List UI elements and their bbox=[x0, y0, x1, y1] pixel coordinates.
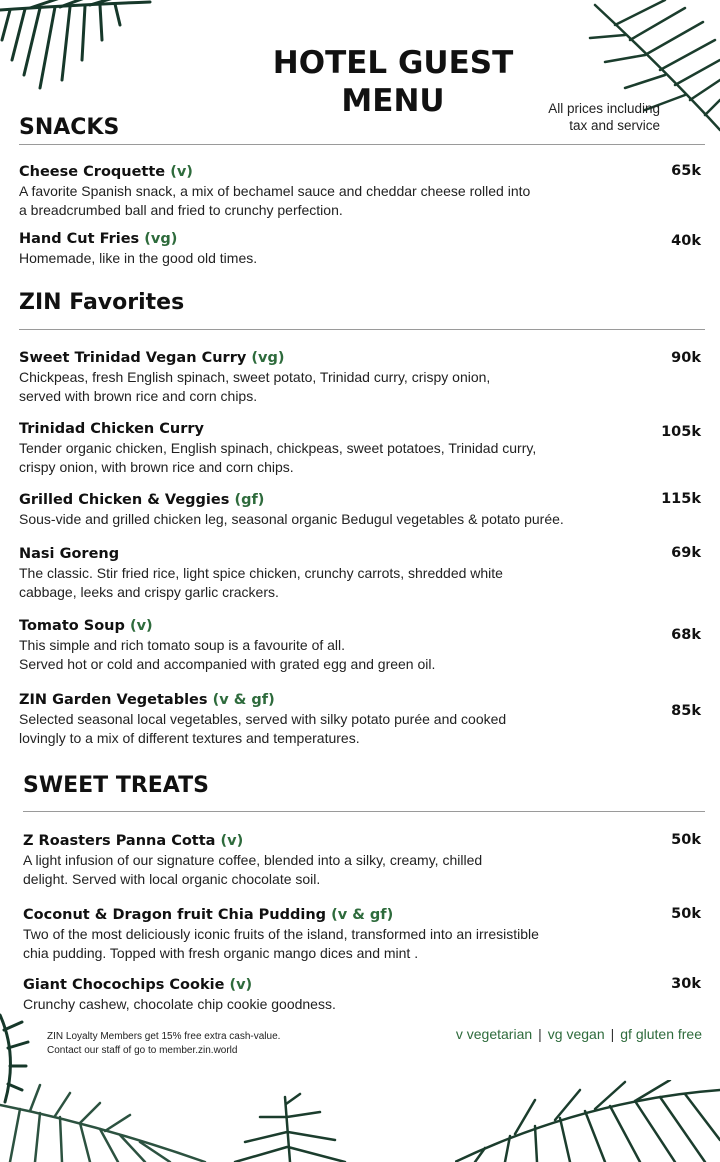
item-diet-tag: (v & gf) bbox=[331, 907, 394, 923]
menu-title-line2: MENU bbox=[341, 83, 445, 119]
menu-item bbox=[19, 230, 701, 268]
item-diet-tag: (v) bbox=[220, 833, 244, 849]
menu-item bbox=[19, 163, 701, 220]
item-desc-line: The classic. Stir fried rice, light spice chicken, crunchy carrots, shredded white bbox=[19, 565, 503, 581]
section-heading-favorites: ZIN Favorites bbox=[19, 290, 185, 315]
menu-item bbox=[23, 976, 701, 1014]
item-name: Coconut & Dragon fruit Chia Pudding bbox=[23, 907, 327, 923]
item-price: 115k bbox=[661, 491, 701, 507]
menu-item bbox=[19, 691, 701, 748]
item-diet-tag: (v) bbox=[129, 618, 153, 634]
price-note-line1: All prices including bbox=[548, 101, 660, 116]
menu-item bbox=[19, 491, 701, 529]
item-desc-line: Tender organic chicken, English spinach, chickpeas, sweet potatoes, Trinidad curry, bbox=[19, 440, 537, 456]
item-desc-line: delight. Served with local organic chocolate soil. bbox=[23, 871, 321, 887]
price-note-line2: tax and service bbox=[569, 118, 660, 133]
item-desc-line: Sous-vide and grilled chicken leg, seasonal organic Bedugul vegetables & potato purée. bbox=[19, 511, 564, 527]
item-name: Tomato Soup bbox=[19, 618, 125, 634]
item-price: 50k bbox=[671, 832, 701, 848]
item-name: Giant Chocochips Cookie bbox=[23, 977, 225, 993]
item-desc-line: A light infusion of our signature coffee, blended into a silky, creamy, chilled bbox=[23, 852, 483, 868]
item-name: Hand Cut Fries bbox=[19, 231, 140, 247]
legend-separator: | bbox=[610, 1026, 615, 1042]
item-diet-tag: (v) bbox=[229, 977, 253, 993]
menu-item bbox=[19, 349, 701, 406]
item-desc-line: Homemade, like in the good old times. bbox=[19, 250, 258, 266]
section-divider bbox=[19, 329, 705, 330]
palm-leaf-bottom-left-icon bbox=[0, 1065, 210, 1162]
item-name: Trinidad Chicken Curry bbox=[19, 421, 205, 437]
palm-leaf-left-edge-icon bbox=[0, 1010, 30, 1105]
legend-vegan: vg vegan bbox=[547, 1026, 605, 1042]
legend-vegetarian: v vegetarian bbox=[455, 1026, 533, 1042]
item-desc-line: chia pudding. Topped with fresh organic mango dices and mint . bbox=[23, 945, 419, 961]
item-name: Z Roasters Panna Cotta bbox=[23, 833, 216, 849]
item-price: 65k bbox=[671, 163, 701, 179]
menu-item bbox=[23, 906, 701, 963]
item-desc-line: a breadcrumbed ball and fried to crunchy perfection. bbox=[19, 202, 343, 218]
item-desc-line: This simple and rich tomato soup is a favourite of all. bbox=[19, 637, 346, 653]
loyalty-note bbox=[47, 1030, 280, 1058]
palm-leaf-bottom-right-icon bbox=[455, 1080, 720, 1162]
item-price: 69k bbox=[671, 545, 701, 561]
item-name: Nasi Goreng bbox=[19, 546, 120, 562]
item-name: Cheese Croquette bbox=[19, 164, 166, 180]
menu-item bbox=[19, 420, 701, 477]
diet-legend bbox=[456, 1026, 702, 1042]
section-divider bbox=[23, 811, 705, 812]
item-desc-line: Chickpeas, fresh English spinach, sweet potato, Trinidad curry, crispy onion, bbox=[19, 369, 491, 385]
item-desc-line: Two of the most deliciously iconic fruits of the island, transformed into an irresistible bbox=[23, 926, 539, 942]
item-desc-line: crispy onion, with brown rice and corn chips. bbox=[19, 459, 294, 475]
item-price: 50k bbox=[671, 906, 701, 922]
item-desc-line: Crunchy cashew, chocolate chip cookie goodness. bbox=[23, 996, 336, 1012]
item-desc-line: A favorite Spanish snack, a mix of bechamel sauce and cheddar cheese rolled into bbox=[19, 183, 531, 199]
item-price: 90k bbox=[671, 350, 701, 366]
item-price: 105k bbox=[661, 424, 701, 440]
section-divider bbox=[19, 144, 705, 145]
item-diet-tag: (vg) bbox=[144, 231, 178, 247]
item-diet-tag: (v & gf) bbox=[212, 692, 275, 708]
menu-item bbox=[19, 545, 701, 602]
item-price: 30k bbox=[671, 976, 701, 992]
legend-separator: | bbox=[538, 1026, 542, 1042]
item-name: Grilled Chicken & Veggies bbox=[19, 492, 230, 508]
legend-gluten-free: gf gluten free bbox=[620, 1026, 702, 1042]
section-heading-snacks: SNACKS bbox=[19, 115, 120, 140]
item-desc-line: lovingly to a mix of different textures and temperatures. bbox=[19, 730, 360, 746]
menu-title-line1: HOTEL GUEST bbox=[272, 45, 514, 81]
item-price: 68k bbox=[671, 627, 701, 643]
price-note bbox=[520, 100, 660, 134]
section-heading-sweets: SWEET TREATS bbox=[23, 773, 209, 798]
item-desc-line: served with brown rice and corn chips. bbox=[19, 388, 258, 404]
item-name: ZIN Garden Vegetables bbox=[19, 692, 208, 708]
item-diet-tag: (vg) bbox=[251, 350, 285, 366]
item-desc-line: Selected seasonal local vegetables, served with silky potato purée and cooked bbox=[19, 711, 507, 727]
item-price: 85k bbox=[671, 703, 701, 719]
menu-item bbox=[19, 617, 701, 674]
item-diet-tag: (gf) bbox=[234, 492, 265, 508]
loyalty-note-line2: Contact our staff of go to member.zin.world bbox=[47, 1045, 238, 1056]
item-diet-tag: (v) bbox=[170, 164, 193, 180]
loyalty-note-line1: ZIN Loyalty Members get 15% free extra cash-value. bbox=[47, 1031, 281, 1042]
item-desc-line: cabbage, leeks and crispy garlic crackers. bbox=[19, 584, 279, 600]
item-desc-line: Served hot or cold and accompanied with grated egg and green oil. bbox=[19, 656, 436, 672]
item-name: Sweet Trinidad Vegan Curry bbox=[19, 350, 247, 366]
menu-item bbox=[23, 832, 701, 889]
item-price: 40k bbox=[671, 233, 701, 249]
palm-leaf-bottom-center-icon bbox=[225, 1092, 355, 1162]
